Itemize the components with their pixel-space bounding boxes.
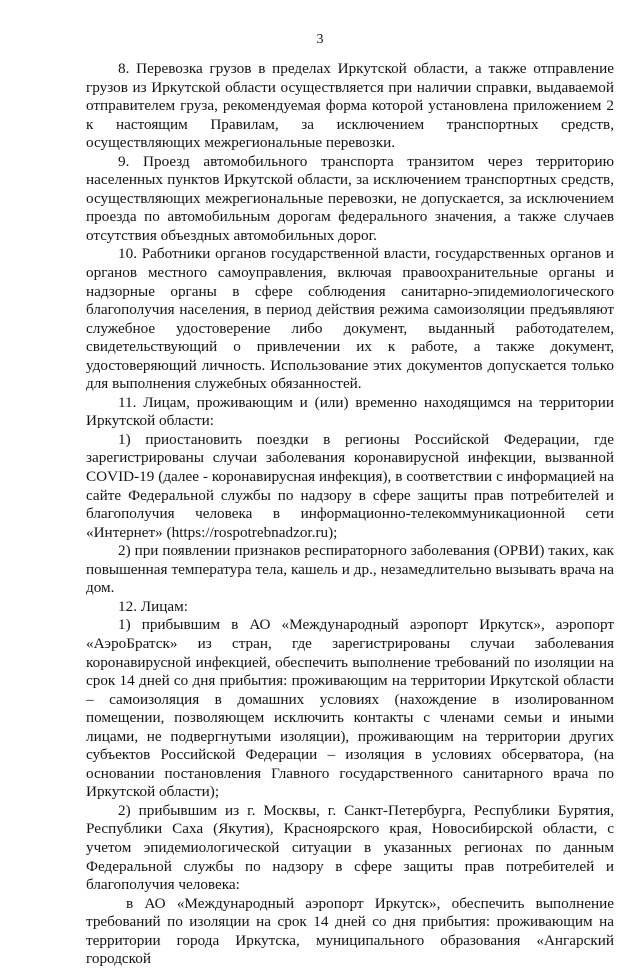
paragraph-11-item-2: 2) при появлении признаков респираторного заболевания (ОРВИ) таких, как повышенная температура тела, кашель и др., незамедлительно вызывать врача на дом. bbox=[86, 542, 614, 597]
page-number: 3 bbox=[316, 32, 324, 47]
paragraph-12-item-2: 2) прибывшим из г. Москвы, г. Санкт-Петербурга, Республики Бурятия, Республики Саха (Якутия), Красноярского края, Новосибирской области, с учетом эпидемиологической ситуации в указанных регионах по данным Федеральной службы по надзору в сфере защиты прав потребителей и благополучия человека: bbox=[86, 801, 614, 894]
paragraph-12-item-1: 1) прибывшим в АО «Международный аэропорт Иркутск», аэропорт «АэроБратск» из стран, где зарегистрированы случаи заболевания коронавирусной инфекцией, обеспечить выполнение требований по изоляции на срок 14 дней со дня прибытия: проживающим на территории Иркутской области – самоизоляция в домашних условиях (нахождение в изолированном помещении, позволяющем исключить контакты с членами семьи и иными лицами, не подвергнутыми изоляции), проживающим на территории других субъектов Российской Федерации – изоляция в условиях обсерватора, (на основании постановления Главного государственного санитарного врача по Иркутской области); bbox=[86, 616, 614, 801]
paragraph-10: 10. Работники органов государственной власти, государственных органов и органов местного самоуправления, включая правоохранительные органы и надзорные органы в сфере соблюдения санитарно-эпидемиологического благополучия населения, в период действия режима самоизоляции предъявляют служебное удостоверение либо документ, выданный работодателем, свидетельствующий о привлечении их к работе, а также документ, удостоверяющий личность. Использование этих документов допускается только для выполнения служебных обязанностей. bbox=[86, 245, 614, 393]
paragraph-12: 12. Лицам: bbox=[118, 597, 188, 615]
paragraph-9: 9. Проезд автомобильного транспорта транзитом через территорию населенных пунктов Иркутской области, за исключением транспортных средств, осуществляющих межрегиональные перевозки, не допускается, за исключением проезда по автомобильным дорогам федерального значения, а также случаев отсутствия объездных автомобильных дорог. bbox=[86, 152, 614, 244]
paragraph-8: 8. Перевозка грузов в пределах Иркутской области, а также отправление грузов из Иркутской области осуществляется при наличии справки, выдаваемой отправителем груза, рекомендуемая форма которой установлена приложением 2 к настоящим Правилам, за исключением транспортных средств, осуществляющих межрегиональные перевозки. bbox=[86, 60, 614, 152]
document-body bbox=[86, 60, 614, 969]
paragraph-12-item-2-airport: в АО «Международный аэропорт Иркутск», обеспечить выполнение требований по изоляции на срок 14 дней со дня прибытия: проживающим на территории города Иркутска, муниципального образования «Ангарский городской bbox=[86, 894, 614, 968]
paragraph-11-item-1: 1) приостановить поездки в регионы Российской Федерации, где зарегистрированы случаи заболевания коронавирусной инфекции, вызванной COVID-19 (далее - коронавирусная инфекция), в соответствии с информацией на сайте Федеральной службы по надзору в сфере защиты прав потребителей и благополучия человека в информационно-телекоммуникационной сети «Интернет» (https://rospotrebnadzor.ru); bbox=[86, 430, 614, 541]
paragraph-11: 11. Лицам, проживающим и (или) временно находящимся на территории Иркутской области: bbox=[86, 393, 614, 430]
